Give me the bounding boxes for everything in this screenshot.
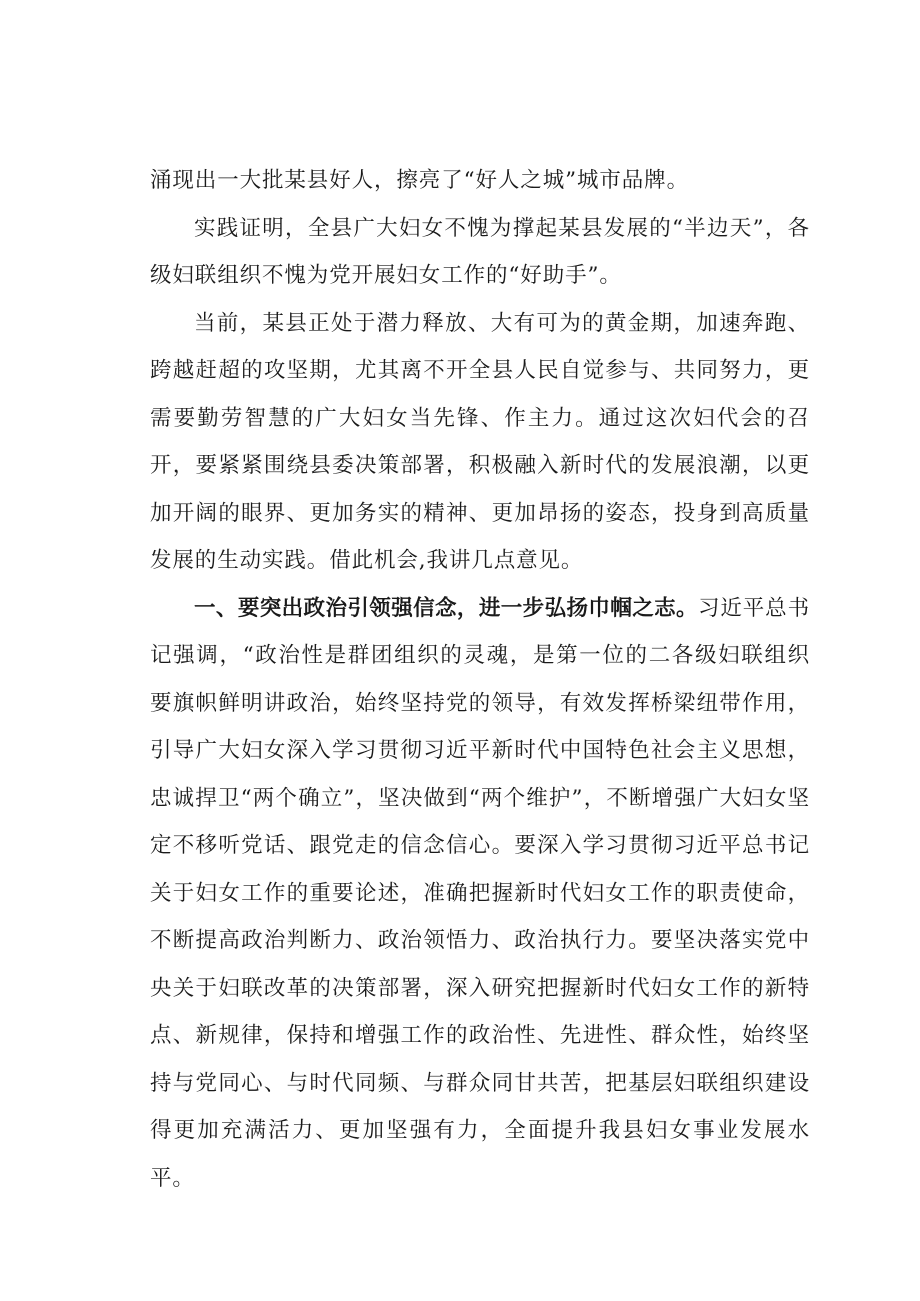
paragraph-section-one (150, 585, 810, 1203)
document-body (150, 157, 810, 1202)
paragraph-practice-proves: 实践证明，全县广大妇女不愧为撑起某县发展的“半边天”，各级妇联组织不愧为党开展妇女工作的“好助手”。 (150, 215, 810, 288)
section-heading: 一、要突出政治引领强信念，进一步弘扬巾帼之志。 (194, 595, 698, 621)
paragraph-current-situation: 当前，某县正处于潜力释放、大有可为的黄金期，加速奔跑、跨越赶超的攻坚期，尤其离不开全县人民自觉参与、共同努力，更需要勤劳智慧的广大妇女当先锋、作主力。通过这次妇代会的召开，要紧紧围绕县委决策部署，积极融入新时代的发展浪潮，以更加开阔的眼界、更加务实的精神、更加昂扬的姿态，投身到高质量发展的生动实践。借此机会,我讲几点意见。 (150, 310, 810, 573)
section-body: 习近平总书记强调，“政治性是群团组织的灵魂，是第一位的二各级妇联组织要旗帜鲜明讲政治，始终坚持党的领导，有效发挥桥梁纽带作用，引导广大妇女深入学习贯彻习近平新时代中国特色社会主义思想，忠诚捍卫“两个确立”，坚决做到“两个维护”，不断增强广大妇女坚定不移听党话、跟党走的信念信心。要深入学习贯彻习近平总书记关于妇女工作的重要论述，准确把握新时代妇女工作的职责使命，不断提高政治判断力、政治领悟力、政治执行力。要坚决落实党中央关于妇联改革的决策部署，深入研究把握新时代妇女工作的新特点、新规律，保持和增强工作的政治性、先进性、群众性，始终坚持与党同心、与时代同频、与群众同甘共苦，把基层妇联组织建设得更加充满活力、更加坚强有力，全面提升我县妇女事业发展水平。 (150, 595, 810, 1191)
paragraph-continuation: 涌现出一大批某县好人，擦亮了“好人之城”城市品牌。 (150, 168, 689, 193)
